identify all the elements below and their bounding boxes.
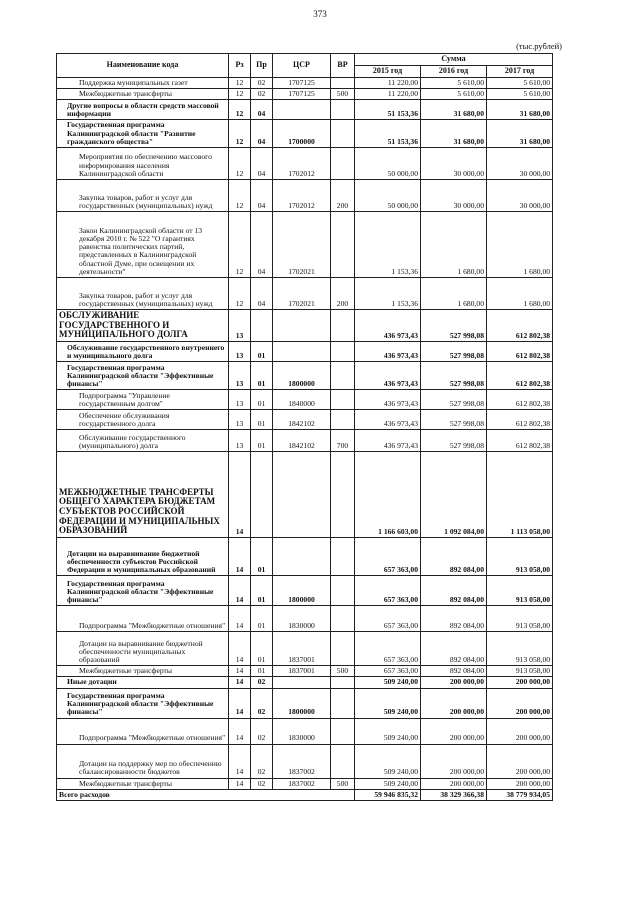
row-name: Обеспечение обслуживания государственного долга	[57, 410, 229, 430]
cell-y2017: 612 802,38	[487, 362, 553, 390]
cell-y2016: 1 680,00	[421, 278, 487, 310]
cell-rz: 14	[229, 632, 251, 666]
cell-y2015: 509 240,00	[355, 744, 421, 778]
cell-y2015: 436 973,43	[355, 342, 421, 362]
table-row	[57, 778, 553, 789]
header-sum: Сумма	[355, 54, 553, 66]
cell-vr	[331, 452, 355, 538]
cell-pr: 04	[251, 148, 273, 180]
cell-pr: 01	[251, 362, 273, 390]
cell-y2017: 31 680,00	[487, 120, 553, 148]
cell-y2015: 11 220,00	[355, 88, 421, 99]
page-number: 373	[313, 9, 327, 19]
cell-y2017: 612 802,38	[487, 310, 553, 342]
cell-vr	[331, 148, 355, 180]
table-row	[57, 342, 553, 362]
cell-y2016: 1 092 084,00	[421, 452, 487, 538]
row-name: Межбюджетные трансферты	[57, 666, 229, 677]
cell-y2017: 913 058,00	[487, 666, 553, 677]
cell-y2016: 200 000,00	[421, 744, 487, 778]
units-label: (тыс.рублей)	[516, 41, 562, 51]
table-row	[57, 390, 553, 410]
cell-y2017: 1 680,00	[487, 212, 553, 278]
cell-y2015: 436 973,43	[355, 362, 421, 390]
table-row	[57, 278, 553, 310]
cell-y2016: 5 610,00	[421, 88, 487, 99]
cell-y2017: 200 000,00	[487, 718, 553, 744]
table-row	[57, 718, 553, 744]
row-name: Закупка товаров, работ и услуг для государственных (муниципальных) нужд	[57, 278, 229, 310]
row-name: ОБСЛУЖИВАНИЕ ГОСУДАРСТВЕННОГО И МУНИЦИПАЛЬНОГО ДОЛГА	[57, 310, 229, 342]
table-row	[57, 410, 553, 430]
cell-rz: 14	[229, 778, 251, 789]
cell-y2016: 30 000,00	[421, 180, 487, 212]
row-name: Мероприятия по обеспечению массового информирования населения Калининградской области	[57, 148, 229, 180]
cell-y2015: 509 240,00	[355, 677, 421, 688]
cell-csr: 1702012	[273, 180, 331, 212]
row-name: Государственная программа Калининградской области "Эффективные финансы"	[57, 362, 229, 390]
row-name: Обслуживание государственного (муниципального) долга	[57, 430, 229, 452]
cell-vr	[331, 718, 355, 744]
cell-vr	[331, 212, 355, 278]
table-row	[57, 538, 553, 576]
cell-csr: 1800000	[273, 688, 331, 718]
cell-y2017: 200 000,00	[487, 778, 553, 789]
cell-y2016: 527 998,08	[421, 310, 487, 342]
cell-y2017: 612 802,38	[487, 390, 553, 410]
row-name: Подпрограмма "Межбюджетные отношения"	[57, 606, 229, 632]
cell-y2015: 51 153,36	[355, 120, 421, 148]
cell-y2017: 913 058,00	[487, 538, 553, 576]
cell-rz: 12	[229, 120, 251, 148]
cell-y2017: 913 058,00	[487, 576, 553, 606]
total-y2016: 38 329 366,38	[421, 789, 487, 800]
cell-rz: 13	[229, 342, 251, 362]
cell-rz: 14	[229, 538, 251, 576]
cell-csr: 1702021	[273, 278, 331, 310]
cell-y2015: 657 363,00	[355, 632, 421, 666]
header-2015: 2015 год	[355, 66, 421, 78]
cell-pr: 01	[251, 538, 273, 576]
cell-csr: 1702021	[273, 212, 331, 278]
cell-rz: 14	[229, 677, 251, 688]
header-2016: 2016 год	[421, 66, 487, 78]
table-row	[57, 666, 553, 677]
cell-y2016: 527 998,08	[421, 430, 487, 452]
row-name: Подпрограмма "Управление государственным долгом"	[57, 390, 229, 410]
row-name: Государственная программа Калининградской области "Эффективные финансы"	[57, 576, 229, 606]
cell-pr: 02	[251, 778, 273, 789]
cell-rz: 13	[229, 362, 251, 390]
cell-y2015: 1 153,36	[355, 212, 421, 278]
cell-y2015: 436 973,43	[355, 410, 421, 430]
cell-y2016: 892 084,00	[421, 538, 487, 576]
cell-y2017: 30 000,00	[487, 148, 553, 180]
cell-y2016: 5 610,00	[421, 77, 487, 88]
cell-y2016: 527 998,08	[421, 362, 487, 390]
total-y2017: 38 779 934,05	[487, 789, 553, 800]
cell-vr: 200	[331, 180, 355, 212]
row-name: Межбюджетные трансферты	[57, 88, 229, 99]
cell-csr	[273, 342, 331, 362]
header-rz: Рз	[229, 54, 251, 78]
cell-y2016: 892 084,00	[421, 632, 487, 666]
cell-vr	[331, 390, 355, 410]
row-name: Другие вопросы в области средств массовой информации	[57, 100, 229, 120]
cell-y2016: 527 998,08	[421, 342, 487, 362]
cell-pr: 01	[251, 632, 273, 666]
cell-y2017: 1 680,00	[487, 278, 553, 310]
cell-vr: 500	[331, 88, 355, 99]
cell-csr: 1837001	[273, 632, 331, 666]
cell-csr: 1837002	[273, 744, 331, 778]
cell-y2017: 5 610,00	[487, 88, 553, 99]
cell-pr: 02	[251, 77, 273, 88]
cell-y2015: 51 153,36	[355, 100, 421, 120]
cell-rz: 14	[229, 718, 251, 744]
cell-y2016: 200 000,00	[421, 688, 487, 718]
cell-y2015: 50 000,00	[355, 180, 421, 212]
cell-y2016: 1 680,00	[421, 212, 487, 278]
table-row	[57, 677, 553, 688]
cell-csr: 1830000	[273, 718, 331, 744]
cell-vr	[331, 310, 355, 342]
cell-y2015: 657 363,00	[355, 606, 421, 632]
cell-y2017: 612 802,38	[487, 410, 553, 430]
row-name: Закупка товаров, работ и услуг для государственных (муниципальных) нужд	[57, 180, 229, 212]
row-name: Иные дотации	[57, 677, 229, 688]
cell-pr: 04	[251, 100, 273, 120]
cell-pr: 02	[251, 688, 273, 718]
cell-csr: 1837001	[273, 666, 331, 677]
cell-rz: 12	[229, 100, 251, 120]
cell-pr: 01	[251, 606, 273, 632]
cell-csr: 1800000	[273, 362, 331, 390]
cell-y2016: 30 000,00	[421, 148, 487, 180]
cell-csr: 1707125	[273, 88, 331, 99]
table-row	[57, 744, 553, 778]
table-row	[57, 362, 553, 390]
cell-pr: 01	[251, 576, 273, 606]
cell-y2015: 1 166 603,00	[355, 452, 421, 538]
row-name: Дотации на выравнивание бюджетной обеспеченности муниципальных образований	[57, 632, 229, 666]
row-name: Подпрограмма "Межбюджетные отношения"	[57, 718, 229, 744]
cell-y2016: 200 000,00	[421, 718, 487, 744]
cell-pr: 01	[251, 430, 273, 452]
cell-y2015: 657 363,00	[355, 576, 421, 606]
cell-pr: 04	[251, 278, 273, 310]
row-name: МЕЖБЮДЖЕТНЫЕ ТРАНСФЕРТЫ ОБЩЕГО ХАРАКТЕРА БЮДЖЕТАМ СУБЪЕКТОВ РОССИЙСКОЙ ФЕДЕРАЦИИ И МУНИЦИПАЛЬНЫХ ОБРАЗОВАНИЙ	[57, 452, 229, 538]
table-row	[57, 430, 553, 452]
cell-y2015: 509 240,00	[355, 718, 421, 744]
cell-csr	[273, 452, 331, 538]
total-y2015: 59 946 835,32	[355, 789, 421, 800]
budget-table	[56, 53, 553, 801]
row-name: Государственная программа Калининградской области "Развитие гражданского общества"	[57, 120, 229, 148]
cell-rz: 14	[229, 452, 251, 538]
cell-vr	[331, 120, 355, 148]
cell-rz: 13	[229, 410, 251, 430]
cell-vr	[331, 677, 355, 688]
header-csr: ЦСР	[273, 54, 331, 78]
table-row	[57, 212, 553, 278]
cell-y2017: 200 000,00	[487, 677, 553, 688]
cell-y2015: 436 973,43	[355, 310, 421, 342]
cell-rz: 14	[229, 744, 251, 778]
cell-rz: 12	[229, 180, 251, 212]
cell-rz: 13	[229, 430, 251, 452]
table-row	[57, 606, 553, 632]
row-name: Межбюджетные трансферты	[57, 778, 229, 789]
cell-vr	[331, 744, 355, 778]
table-row	[57, 452, 553, 538]
cell-y2016: 527 998,08	[421, 410, 487, 430]
cell-y2017: 913 058,00	[487, 632, 553, 666]
cell-csr: 1700000	[273, 120, 331, 148]
cell-rz: 12	[229, 148, 251, 180]
cell-csr: 1800000	[273, 576, 331, 606]
cell-y2016: 31 680,00	[421, 100, 487, 120]
cell-y2017: 1 113 058,00	[487, 452, 553, 538]
cell-vr	[331, 538, 355, 576]
cell-y2017: 30 000,00	[487, 180, 553, 212]
cell-pr: 02	[251, 88, 273, 99]
cell-y2017: 200 000,00	[487, 744, 553, 778]
cell-y2017: 612 802,38	[487, 342, 553, 362]
cell-y2015: 657 363,00	[355, 538, 421, 576]
total-label: Всего расходов	[57, 789, 355, 800]
table-row	[57, 77, 553, 88]
cell-pr: 04	[251, 180, 273, 212]
cell-y2015: 436 973,43	[355, 390, 421, 410]
header-vr: ВР	[331, 54, 355, 78]
cell-pr: 02	[251, 744, 273, 778]
table-row	[57, 576, 553, 606]
cell-pr: 02	[251, 677, 273, 688]
cell-csr: 1837002	[273, 778, 331, 789]
cell-vr: 500	[331, 778, 355, 789]
table-row	[57, 688, 553, 718]
cell-csr	[273, 310, 331, 342]
cell-y2015: 1 153,36	[355, 278, 421, 310]
cell-y2016: 200 000,00	[421, 778, 487, 789]
cell-y2016: 527 998,08	[421, 390, 487, 410]
cell-vr	[331, 688, 355, 718]
cell-y2015: 50 000,00	[355, 148, 421, 180]
row-name: Дотации на поддержку мер по обеспечению сбалансированности бюджетов	[57, 744, 229, 778]
table-row	[57, 632, 553, 666]
cell-csr: 1840000	[273, 390, 331, 410]
cell-pr	[251, 310, 273, 342]
cell-y2016: 892 084,00	[421, 576, 487, 606]
cell-pr: 02	[251, 718, 273, 744]
cell-y2015: 11 220,00	[355, 77, 421, 88]
cell-y2016: 200 000,00	[421, 677, 487, 688]
cell-vr	[331, 410, 355, 430]
cell-vr: 200	[331, 278, 355, 310]
cell-pr: 01	[251, 666, 273, 677]
cell-csr	[273, 677, 331, 688]
cell-y2017: 612 802,38	[487, 430, 553, 452]
cell-vr	[331, 632, 355, 666]
cell-pr	[251, 452, 273, 538]
cell-y2017: 200 000,00	[487, 688, 553, 718]
cell-rz: 12	[229, 77, 251, 88]
cell-rz: 14	[229, 576, 251, 606]
cell-pr: 01	[251, 410, 273, 430]
cell-csr: 1702012	[273, 148, 331, 180]
table-row	[57, 148, 553, 180]
cell-y2015: 509 240,00	[355, 688, 421, 718]
cell-y2017: 31 680,00	[487, 100, 553, 120]
cell-pr: 01	[251, 342, 273, 362]
header-2017: 2017 год	[487, 66, 553, 78]
cell-rz: 12	[229, 88, 251, 99]
cell-rz: 13	[229, 310, 251, 342]
cell-vr	[331, 100, 355, 120]
cell-rz: 13	[229, 390, 251, 410]
cell-y2015: 436 973,43	[355, 430, 421, 452]
cell-rz: 12	[229, 278, 251, 310]
header-pr: Пр	[251, 54, 273, 78]
cell-csr	[273, 538, 331, 576]
row-name: Дотации на выравнивание бюджетной обеспеченности субъектов Российской Федерации и муниципальных образований	[57, 538, 229, 576]
header-name: Наименование кода	[57, 54, 229, 78]
cell-rz: 12	[229, 212, 251, 278]
cell-vr	[331, 606, 355, 632]
cell-rz: 14	[229, 666, 251, 677]
cell-vr	[331, 576, 355, 606]
cell-vr	[331, 362, 355, 390]
table-row	[57, 310, 553, 342]
cell-rz: 14	[229, 606, 251, 632]
row-name: Закон Калининградской области от 13 декабря 2010 г. № 522 "О гарантиях равенства политических партий, представленных в Калининградской областной Думе, при освещении их деятельности"	[57, 212, 229, 278]
cell-y2016: 892 084,00	[421, 606, 487, 632]
cell-pr: 04	[251, 212, 273, 278]
row-name: Государственная программа Калининградской области "Эффективные финансы"	[57, 688, 229, 718]
cell-rz: 14	[229, 688, 251, 718]
cell-csr	[273, 100, 331, 120]
cell-y2017: 913 058,00	[487, 606, 553, 632]
cell-vr	[331, 77, 355, 88]
row-name: Обслуживание государственного внутреннего и муниципального долга	[57, 342, 229, 362]
table-row	[57, 180, 553, 212]
row-name: Поддержка муниципальных газет	[57, 77, 229, 88]
cell-y2015: 657 363,00	[355, 666, 421, 677]
cell-vr: 500	[331, 666, 355, 677]
cell-vr: 700	[331, 430, 355, 452]
table-row	[57, 88, 553, 99]
cell-y2016: 892 084,00	[421, 666, 487, 677]
cell-vr	[331, 342, 355, 362]
total-row	[57, 789, 553, 800]
cell-y2016: 31 680,00	[421, 120, 487, 148]
cell-csr: 1830000	[273, 606, 331, 632]
cell-pr: 04	[251, 120, 273, 148]
cell-y2017: 5 610,00	[487, 77, 553, 88]
cell-csr: 1842102	[273, 410, 331, 430]
cell-y2015: 509 240,00	[355, 778, 421, 789]
table-row	[57, 100, 553, 120]
cell-csr: 1842102	[273, 430, 331, 452]
cell-csr: 1707125	[273, 77, 331, 88]
cell-pr: 01	[251, 390, 273, 410]
table-row	[57, 120, 553, 148]
